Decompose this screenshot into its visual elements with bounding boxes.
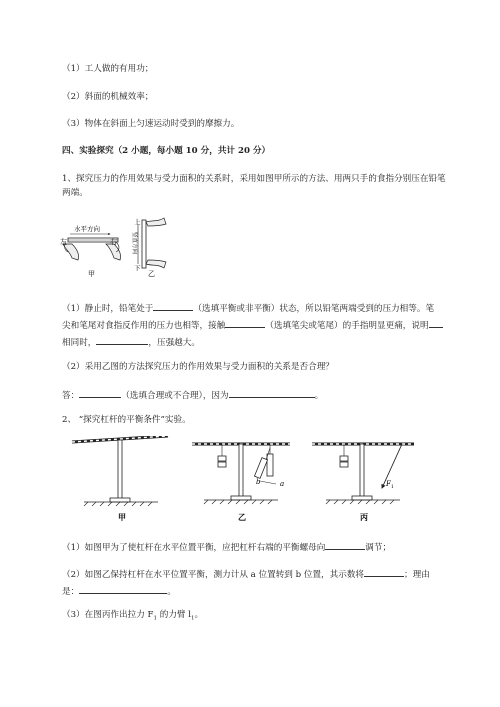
question-text: （2）如图乙保持杠杆在水平位置平衡，测力计从 a 位置转到 b 位置，其示数将 ；理由 [62,567,430,581]
question-text: （1）如图甲为了使杠杆在水平位置平衡，应把杠杆右端的平衡螺母向 调节； [62,540,391,554]
figure-label: 左 [60,238,67,246]
answer-blank[interactable] [225,318,265,328]
answer-blank[interactable] [364,567,404,577]
section-heading: 四、实验探究（2 小题，每小题 10 分，共计 20 分） [62,146,271,156]
figure-label: F [386,480,391,488]
figure-label: b [256,478,261,486]
figure-caption: 甲 [118,512,126,522]
answer-blank[interactable] [79,584,167,594]
figure-label: 水平方向 [74,225,100,233]
figure-label: 下 [134,264,141,272]
figure-label: 上 [134,218,141,226]
question-text: （3）物体在斜面上匀速运动时受到的摩擦力。 [62,119,240,129]
question-text: （1）工人做的有用功； [62,64,154,74]
answer-blank[interactable] [153,301,193,311]
figure-caption: 乙 [148,270,155,278]
question-text: （1）静止时，铅笔处于 （选填平衡或非平衡）状态，所以铅笔两端受到的压力相等。笔 [62,301,434,315]
figure-caption: 甲 [88,270,95,278]
problem-stem: 2、 “探究杠杆的平衡条件”实验。 [62,415,191,425]
question-text: 答： （选填合理或不合理），因为 。 [62,388,323,402]
question-text: （2）斜面的机械效率； [62,92,154,102]
figure-caption: 丙 [360,512,368,522]
question-text: 相同时， ，压强越大。 [62,335,200,349]
problem-stem: 两端。 [62,188,88,198]
question-text: 尖和笔尾对食指反作用的压力也相等，接触 （选填笔尖或笔尾）的手指明显更痛，说明 [62,318,443,332]
answer-blank[interactable] [96,335,148,345]
figure-caption: 乙 [238,512,246,522]
figure-label: 1 [391,485,394,490]
problem-stem: 1、探究压力的作用效果与受力面积的关系时，采用如图甲所示的方法、用两只手的食指分别压在铅笔 [62,174,446,184]
lever-bing [312,444,414,522]
question-text: （3）在图丙作出拉力 $F_1$ 的力臂 $l_1$。 [62,610,204,622]
lever-figure [64,436,436,528]
question-text: （2）采用乙图的方法探究压力的作用效果与受力面积的关系是否合理？ [62,362,334,372]
question-text: 是： 。 [62,584,176,598]
answer-blank[interactable] [79,388,121,398]
figure-label: 右 [110,238,117,246]
answer-blank[interactable] [325,540,365,550]
lever-jia [72,436,168,522]
figure-label: a [280,480,285,488]
lever-yi [192,444,290,522]
pencil-figure [60,214,170,282]
answer-blank[interactable] [429,318,443,328]
figure-yi-illustration [138,218,166,268]
figure-label: 竖直方向 [131,232,137,255]
answer-blank[interactable] [229,388,315,398]
